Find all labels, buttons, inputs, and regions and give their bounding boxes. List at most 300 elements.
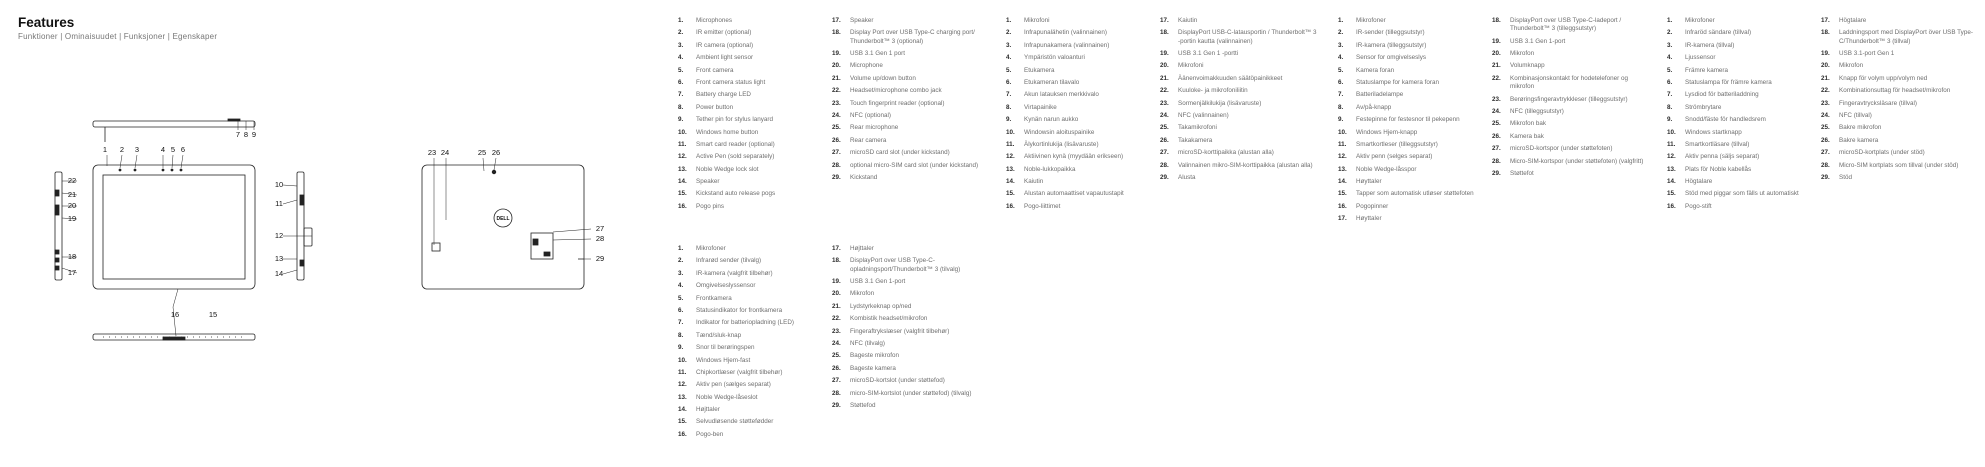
feature-label: Snodd/fäste för handledsrem [1685, 116, 1766, 124]
feature-number: 26. [832, 364, 841, 372]
feature-label: Etukamera [1024, 66, 1055, 74]
feature-list-item [1338, 29, 1498, 37]
feature-number: 14. [1667, 178, 1676, 186]
feature-label: USB 3.1 Gen 1-port [850, 278, 906, 286]
feature-number: 28. [1160, 161, 1169, 169]
feature-number: 2. [1006, 29, 1012, 37]
feature-list-item [1821, 162, 1981, 170]
feature-label: Etukameran tilavalo [1024, 78, 1080, 86]
feature-number: 19. [1160, 50, 1169, 58]
feature-number: 28. [1821, 161, 1830, 169]
feature-list-column [1006, 17, 1166, 215]
feature-number: 24. [1160, 112, 1169, 120]
feature-label: Statuslampa för främre kamera [1685, 78, 1772, 86]
feature-list-column [1160, 17, 1320, 186]
feature-label: IR-kamera (tillval) [1685, 41, 1735, 49]
feature-list-item [1821, 100, 1981, 108]
feature-number: 22. [1160, 87, 1169, 95]
feature-label: Noble Wedge-låsspor [1356, 165, 1417, 173]
feature-label: Infraröd sändare (tillval) [1685, 29, 1752, 37]
feature-label: Touch fingerprint reader (optional) [850, 99, 945, 107]
feature-label: Älykortinlukija (lisävaruste) [1024, 140, 1099, 148]
feature-number: 18. [1492, 17, 1501, 24]
feature-list-item [1821, 124, 1981, 132]
feature-list-item [1338, 104, 1498, 112]
feature-label: USB 3.1 Gen 1-port [1510, 37, 1566, 45]
feature-list-column [678, 17, 838, 215]
feature-list-item [678, 319, 838, 327]
feature-label: Tænd/sluk-knap [696, 331, 742, 339]
feature-number: 8. [678, 103, 684, 111]
feature-label: Windows Hjem-fast [696, 356, 751, 364]
feature-number: 12. [678, 153, 687, 161]
feature-list-item [1006, 42, 1166, 50]
feature-label: Noble Wedge-låseslot [696, 393, 758, 401]
feature-list-item [1338, 91, 1498, 99]
feature-list-item [1006, 166, 1166, 174]
feature-number: 1. [1338, 17, 1344, 24]
feature-label: Knapp för volym upp/volym ned [1839, 74, 1928, 82]
callout-29: 29 [595, 254, 605, 263]
feature-number: 22. [1492, 74, 1501, 82]
feature-list-item [1667, 178, 1827, 186]
feature-number: 5. [1667, 66, 1673, 74]
feature-number: 8. [1006, 103, 1012, 111]
feature-list-item [678, 79, 838, 87]
feature-label: Volume up/down button [850, 74, 916, 82]
tablet-left-side [55, 172, 62, 280]
callout-20: 20 [67, 201, 77, 210]
feature-list-item [1338, 129, 1498, 137]
feature-number: 21. [832, 74, 841, 82]
feature-list-item [678, 67, 838, 75]
feature-label: microSD-kortspor (under støttefoten) [1510, 145, 1613, 153]
feature-number: 22. [832, 87, 841, 95]
feature-list-item [678, 166, 838, 174]
feature-label: Ambient light sensor [696, 54, 754, 62]
feature-label: Snor til berøringspen [696, 344, 755, 352]
feature-number: 3. [678, 269, 684, 277]
feature-label: Kickstand auto release pogs [696, 190, 776, 198]
page-subtitle: Funktioner | Ominaisuudet | Funksjoner | Egenskaper [18, 32, 218, 41]
feature-label: optional micro-SIM card slot (under kickstand) [850, 161, 979, 169]
feature-list-item [1667, 29, 1827, 37]
feature-number: 24. [832, 340, 841, 348]
feature-label: NFC (tilvalg) [850, 340, 885, 348]
feature-label: Kombinasjonskontakt for hodetelefoner og mikrofon [1510, 74, 1628, 91]
feature-list-item [1821, 87, 1981, 95]
feature-list-item [678, 245, 838, 253]
feature-list-item [1338, 190, 1498, 198]
callout-26: 26 [491, 148, 501, 157]
page-title: Features [18, 15, 75, 30]
feature-number: 9. [1338, 116, 1344, 124]
feature-label: DisplayPort USB-C-latausportin / Thunderbolt™ 3 -portin kautta (valinnainen) [1178, 29, 1317, 45]
feature-number: 12. [1006, 153, 1015, 161]
feature-number: 28. [832, 389, 841, 397]
feature-list-item [1667, 141, 1827, 149]
callout-10: 10 [274, 180, 284, 189]
dell-logo-text: DELL [496, 216, 510, 222]
fingerprint-reader [432, 243, 440, 251]
feature-label: Headset/microphone combo jack [850, 87, 942, 95]
feature-list-column [832, 17, 992, 186]
feature-number: 11. [678, 140, 687, 148]
feature-label: Ympäristön valoanturi [1024, 54, 1085, 62]
feature-list-item [1667, 42, 1827, 50]
feature-label: Ljussensor [1685, 54, 1716, 62]
feature-list-item [1667, 203, 1827, 211]
feature-label: IR camera (optional) [696, 41, 754, 49]
feature-number: 13. [1338, 165, 1347, 173]
feature-label: microSD-kortplats (under stöd) [1839, 149, 1925, 157]
feature-number: 6. [1667, 78, 1673, 86]
feature-label: Mikrofoni [1178, 62, 1204, 70]
feature-number: 19. [832, 50, 841, 58]
feature-number: 7. [1006, 91, 1012, 99]
callout-22: 22 [67, 176, 77, 185]
feature-number: 1. [678, 245, 684, 252]
feature-label: microSD-kortslot (under støttefod) [850, 377, 945, 385]
feature-number: 27. [832, 149, 841, 157]
feature-number: 15. [1338, 190, 1347, 198]
feature-number: 19. [832, 278, 841, 286]
feature-list-item [1160, 174, 1320, 182]
feature-list-item [678, 91, 838, 99]
feature-number: 11. [1006, 140, 1015, 148]
feature-list-item [1667, 153, 1827, 161]
feature-number: 29. [1160, 173, 1169, 181]
callout-21: 21 [67, 190, 77, 199]
feature-label: Active Pen (sold separately) [696, 153, 775, 161]
feature-list-item [1006, 79, 1166, 87]
feature-list-column [1338, 17, 1498, 228]
feature-number: 8. [678, 331, 684, 339]
feature-label: Tapper som automatisk utløser støttefoten [1356, 190, 1474, 198]
feature-list-item [678, 418, 838, 426]
feature-label: Micro-SIM-kortspor (under støttefoten) (valgfritt) [1510, 157, 1644, 165]
feature-list-item [832, 162, 992, 170]
feature-number: 4. [1338, 54, 1344, 62]
feature-list-item [1492, 170, 1652, 178]
feature-number: 25. [1821, 124, 1830, 132]
feature-list-item [678, 190, 838, 198]
feature-list-item [1160, 62, 1320, 70]
feature-list-item [1338, 79, 1498, 87]
feature-number: 23. [1821, 99, 1830, 107]
feature-list-item [1821, 137, 1981, 145]
feature-list-item [678, 381, 838, 389]
feature-list-item [678, 344, 838, 352]
feature-list-item [1338, 116, 1498, 124]
feature-label: Noble-lukkopaikka [1024, 165, 1076, 173]
feature-label: Noble Wedge lock slot [696, 165, 759, 173]
feature-list-item [1006, 190, 1166, 198]
feature-label: Rear microphone [850, 124, 899, 132]
feature-number: 26. [1821, 136, 1830, 144]
callout-3: 3 [134, 145, 140, 154]
feature-label: NFC (valinnainen) [1178, 112, 1229, 120]
feature-list-item [1160, 50, 1320, 58]
feature-list-item [1667, 166, 1827, 174]
feature-number: 24. [832, 112, 841, 120]
feature-label: IR emitter (optional) [696, 29, 752, 37]
feature-list-item [832, 50, 992, 58]
feature-label: Omgivelseslyssensor [696, 282, 756, 290]
feature-label: USB 3.1 Gen 1 port [850, 50, 905, 58]
feature-list-item [1338, 153, 1498, 161]
feature-number: 28. [1492, 157, 1501, 165]
feature-number: 25. [832, 124, 841, 132]
feature-list-item [1667, 79, 1827, 87]
feature-label: Högtalare [1685, 178, 1713, 186]
feature-number: 26. [832, 136, 841, 144]
feature-label: Frontkamera [696, 294, 732, 302]
feature-number: 16. [1006, 202, 1015, 210]
feature-label: Smartkortläsare (tillval) [1685, 140, 1750, 148]
feature-number: 5. [1006, 66, 1012, 74]
feature-number: 4. [1006, 54, 1012, 62]
feature-label: Kamera foran [1356, 66, 1395, 74]
callout-12: 12 [274, 231, 284, 240]
feature-number: 9. [1667, 116, 1673, 124]
feature-label: Windowsin aloituspainike [1024, 128, 1095, 136]
feature-label: Infrarød sender (tilvalg) [696, 257, 762, 265]
feature-number: 23. [1492, 95, 1501, 103]
callout-28: 28 [595, 234, 605, 243]
callout-23: 23 [427, 148, 437, 157]
rear-camera [492, 170, 496, 174]
feature-number: 11. [678, 368, 687, 376]
feature-list-item [1492, 38, 1652, 46]
feature-label: DisplayPort over USB Type-C-opladningsport/Thunderbolt™ 3 (tilvalg) [850, 257, 961, 273]
feature-number: 24. [1821, 112, 1830, 120]
feature-label: Lydstyrkeknap op/ned [850, 302, 912, 310]
feature-number: 14. [1006, 178, 1015, 186]
feature-list-item [1160, 162, 1320, 170]
callout-16: 16 [170, 310, 180, 319]
feature-list-column [678, 245, 838, 443]
feature-list-item [1821, 174, 1981, 182]
feature-number: 5. [1338, 66, 1344, 74]
feature-number: 6. [678, 306, 684, 314]
callout-14: 14 [274, 269, 284, 278]
callout-8: 8 [243, 130, 249, 139]
feature-label: Valinnainen mikro-SIM-korttipaikka (alustan alla) [1178, 161, 1313, 169]
feature-number: 4. [678, 282, 684, 290]
feature-list-item [1338, 67, 1498, 75]
feature-list-item [1667, 190, 1827, 198]
feature-list-item [1667, 104, 1827, 112]
feature-list-item [678, 394, 838, 402]
feature-number: 14. [678, 178, 687, 186]
feature-list-item [1006, 17, 1166, 25]
feature-label: Mikrofon [1510, 50, 1535, 58]
feature-list-item [1667, 54, 1827, 62]
feature-list-item [678, 270, 838, 278]
feature-label: USB 3.1 Gen 1 -portti [1178, 50, 1239, 58]
callout-5: 5 [170, 145, 176, 154]
feature-number: 6. [1006, 78, 1012, 86]
feature-number: 10. [1667, 128, 1676, 136]
feature-list-item [832, 100, 992, 108]
feature-list-item [678, 257, 838, 265]
feature-list-item [678, 282, 838, 290]
feature-list-item [1006, 104, 1166, 112]
feature-list-item [678, 141, 838, 149]
feature-number: 25. [832, 352, 841, 360]
feature-list-item [1492, 133, 1652, 141]
feature-label: Virtapainike [1024, 103, 1057, 111]
feature-label: Strömbrytare [1685, 103, 1722, 111]
feature-list-item [678, 295, 838, 303]
feature-list-item [678, 178, 838, 186]
feature-list-item [1821, 149, 1981, 157]
tablet-top-edge [93, 121, 255, 127]
feature-number: 13. [678, 165, 687, 173]
feature-number: 17. [832, 245, 841, 252]
feature-number: 15. [678, 190, 687, 198]
feature-label: Støttefod [850, 401, 876, 409]
feature-label: Mikrofoner [1685, 17, 1715, 24]
feature-number: 13. [678, 393, 687, 401]
feature-list-item [832, 290, 992, 298]
feature-label: Alustan automaattiset vapautustapit [1024, 190, 1124, 198]
feature-list-item [1492, 75, 1652, 92]
feature-number: 20. [1492, 50, 1501, 58]
feature-number: 27. [1492, 145, 1501, 153]
feature-label: Front camera status light [696, 78, 766, 86]
feature-number: 22. [1821, 87, 1830, 95]
feature-label: Sensor for omgivelseslys [1356, 54, 1426, 62]
feature-label: Sormenjälkilukija (lisävaruste) [1178, 99, 1262, 107]
feature-list-item [1006, 91, 1166, 99]
feature-label: Batteriladelampe [1356, 91, 1404, 99]
feature-number: 18. [1160, 29, 1169, 37]
feature-number: 20. [1821, 62, 1830, 70]
feature-list-item [1160, 75, 1320, 83]
feature-label: Bakre kamera [1839, 136, 1879, 144]
feature-number: 16. [1338, 202, 1347, 210]
feature-list-item [832, 149, 992, 157]
feature-number: 26. [1160, 136, 1169, 144]
feature-label: Indikator for batteriopladning (LED) [696, 319, 795, 327]
feature-label: Takakamera [1178, 136, 1213, 144]
feature-label: IR-sender (tilleggsutstyr) [1356, 29, 1425, 37]
feature-label: Pogopinner [1356, 202, 1389, 210]
callout-17: 17 [67, 268, 77, 277]
feature-label: Mikrofoner [696, 245, 726, 252]
feature-label: microSD-korttipaikka (alustan alla) [1178, 149, 1274, 157]
feature-number: 3. [1006, 41, 1012, 49]
callout-2: 2 [119, 145, 125, 154]
feature-number: 10. [1006, 128, 1015, 136]
feature-label: IR-kamera (tilleggsutstyr) [1356, 41, 1427, 49]
feature-list-item [1492, 62, 1652, 70]
feature-list-item [678, 129, 838, 137]
feature-number: 28. [832, 161, 841, 169]
feature-number: 2. [1338, 29, 1344, 37]
feature-list-item [678, 17, 838, 25]
feature-number: 12. [1667, 153, 1676, 161]
callout-4: 4 [160, 145, 166, 154]
feature-label: Kombinationsuttag för headset/mikrofon [1839, 87, 1951, 95]
feature-label: Micro-SIM kortplats som tillval (under stöd) [1839, 161, 1959, 169]
feature-label: Microphones [696, 17, 733, 24]
feature-list-item [1160, 124, 1320, 132]
feature-label: Laddningsport med DisplayPort över USB Type-C/Thunderbolt™ 3 (tillval) [1839, 29, 1973, 45]
feature-list-item [1667, 129, 1827, 137]
feature-list-item [1492, 96, 1652, 104]
feature-list-item [832, 340, 992, 348]
feature-list-item [1821, 75, 1981, 83]
feature-list-item [1338, 141, 1498, 149]
feature-number: 16. [1667, 202, 1676, 210]
feature-list-item [678, 42, 838, 50]
feature-number: 1. [678, 17, 684, 24]
feature-number: 29. [1821, 173, 1830, 181]
feature-number: 9. [1006, 116, 1012, 124]
feature-number: 9. [678, 344, 684, 352]
feature-label: Bakre mikrofon [1839, 124, 1882, 132]
feature-number: 18. [832, 257, 841, 265]
feature-list-item [678, 307, 838, 315]
feature-list-item [1821, 29, 1981, 46]
feature-label: Festepinne for festesnor til pekepenn [1356, 116, 1460, 124]
feature-list-item [1821, 50, 1981, 58]
feature-label: Power button [696, 103, 734, 111]
feature-list-item [832, 278, 992, 286]
feature-number: 16. [678, 430, 687, 438]
feature-list-item [1821, 17, 1981, 25]
feature-list-item [1006, 116, 1166, 124]
feature-number: 23. [832, 99, 841, 107]
feature-list-item [678, 203, 838, 211]
feature-label: Takamikrofoni [1178, 124, 1217, 132]
feature-label: Høyttaler [1356, 178, 1382, 186]
feature-label: Främre kamera [1685, 66, 1729, 74]
feature-list-item [1338, 215, 1498, 223]
feature-list-item [1338, 178, 1498, 186]
feature-list-item [1667, 67, 1827, 75]
feature-number: 5. [678, 66, 684, 74]
feature-number: 11. [1667, 140, 1676, 148]
feature-label: Stöd [1839, 173, 1852, 181]
feature-number: 3. [1667, 41, 1673, 49]
feature-number: 26. [1492, 132, 1501, 140]
feature-number: 2. [678, 29, 684, 37]
feature-list-item [1006, 203, 1166, 211]
feature-number: 3. [1338, 41, 1344, 49]
feature-label: Battery charge LED [696, 91, 751, 99]
feature-label: Kaiutin [1178, 17, 1198, 24]
feature-list-item [678, 369, 838, 377]
feature-label: Fingeraftrykslæser (valgfrit tilbehør) [850, 327, 950, 335]
feature-number: 20. [1160, 62, 1169, 70]
feature-label: Mikrofon [850, 290, 875, 298]
feature-label: Plats för Noble kabellås [1685, 165, 1752, 173]
feature-list-item [832, 328, 992, 336]
feature-list-item [678, 153, 838, 161]
feature-label: Microphone [850, 62, 883, 70]
feature-label: Infrapunakamera (valinnainen) [1024, 41, 1110, 49]
feature-label: Kaiutin [1024, 178, 1044, 186]
feature-number: 15. [678, 418, 687, 426]
feature-number: 7. [1667, 91, 1673, 99]
feature-number: 18. [1821, 29, 1830, 37]
feature-label: Kamera bak [1510, 132, 1544, 140]
feature-list-item [832, 402, 992, 410]
